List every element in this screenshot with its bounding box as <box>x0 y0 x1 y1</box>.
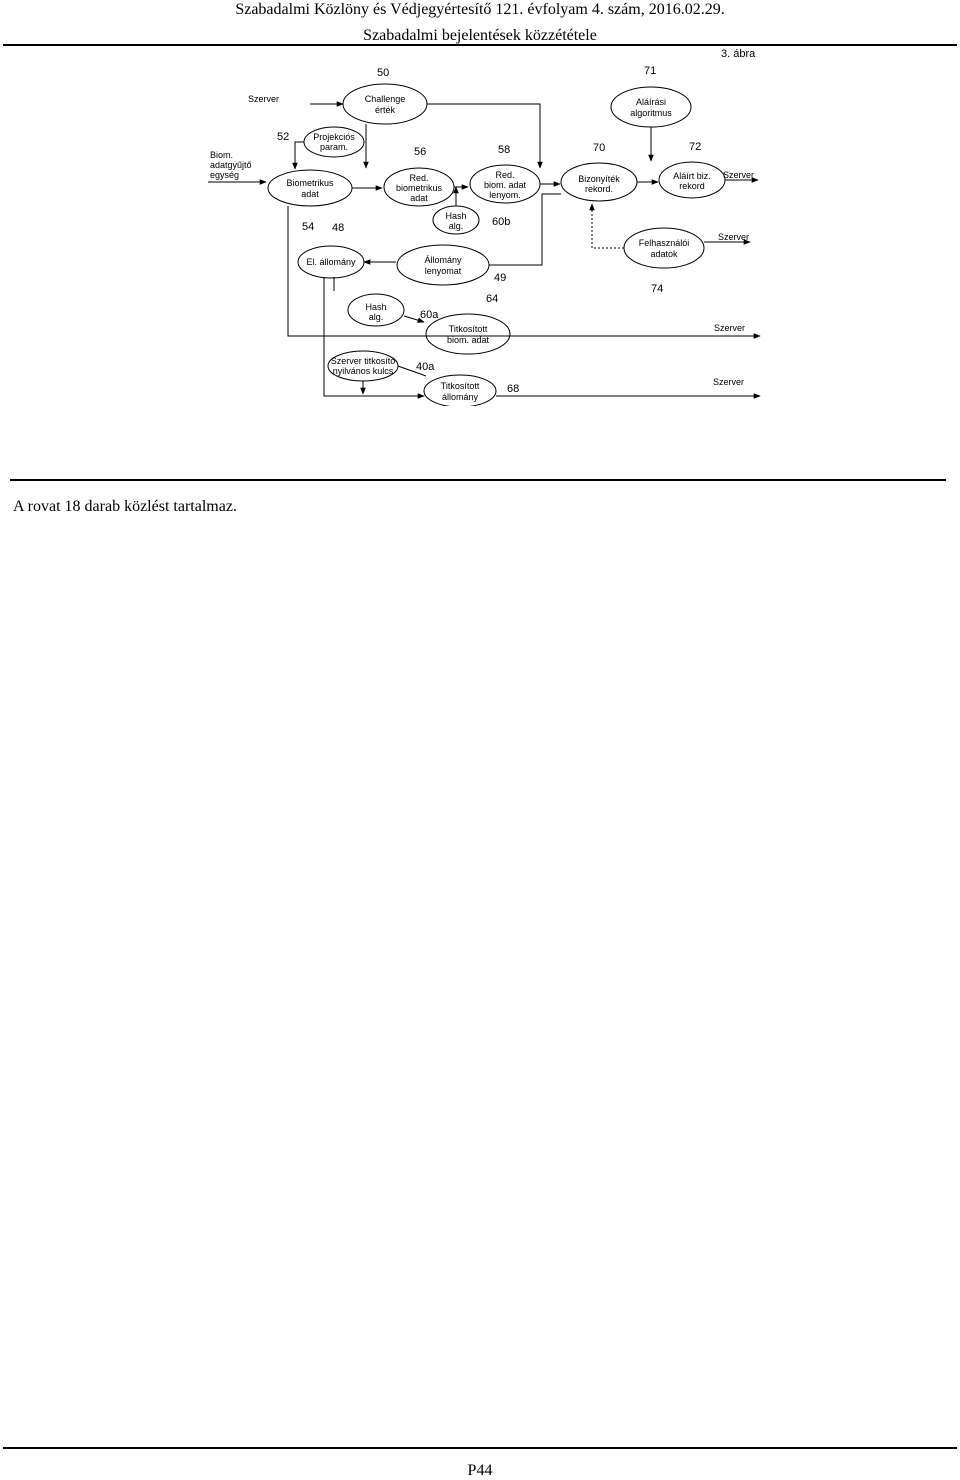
svg-text:alg.: alg. <box>448 221 464 231</box>
svg-text:Red.: Red. <box>409 173 429 183</box>
svg-text:adatok: adatok <box>650 249 678 259</box>
svg-text:lenyomat: lenyomat <box>424 266 462 276</box>
ref-71: 71 <box>644 65 657 77</box>
svg-text:Titkosított: Titkosított <box>448 324 488 334</box>
svg-text:Állomány: Állomány <box>424 255 462 265</box>
server-label: Szerver <box>714 323 746 333</box>
server-label: Szerver <box>248 94 280 104</box>
section-divider <box>10 479 946 481</box>
svg-text:biom. adat: biom. adat <box>483 180 527 190</box>
ref-68: 68 <box>507 383 520 395</box>
svg-text:Challenge: Challenge <box>364 94 406 104</box>
section-summary: A rovat 18 darab közlést tartalmaz. <box>13 498 237 515</box>
enc-biom-node <box>426 314 510 354</box>
file-fp-node <box>397 245 489 285</box>
ref-64: 64 <box>486 293 499 305</box>
ref-56: 56 <box>414 146 427 158</box>
svg-text:Aláírt biz.: Aláírt biz. <box>673 171 711 181</box>
svg-text:nyilvános kulcs: nyilvános kulcs <box>332 366 394 376</box>
server-label: Szerver <box>713 377 745 387</box>
svg-text:Aláírási: Aláírási <box>635 97 667 107</box>
svg-text:adat: adat <box>301 189 319 199</box>
user-data-node <box>624 228 704 268</box>
svg-text:egység: egység <box>210 170 240 180</box>
ref-40a: 40a <box>416 361 435 373</box>
ref-49: 49 <box>494 272 507 284</box>
svg-text:Bizonyíték: Bizonyíték <box>578 174 620 184</box>
figure-caption: 3. ábra <box>721 48 756 60</box>
ref-70: 70 <box>593 142 606 154</box>
svg-text:biom. adat: biom. adat <box>446 335 490 345</box>
svg-text:Red.: Red. <box>495 170 515 180</box>
ref-74: 74 <box>651 283 664 295</box>
svg-text:algoritmus: algoritmus <box>630 108 672 118</box>
svg-text:lenyom.: lenyom. <box>489 190 521 200</box>
ref-60b: 60b <box>492 216 511 228</box>
svg-text:rekord.: rekord. <box>584 184 614 194</box>
biom-data-node <box>268 170 352 206</box>
server-label: Szerver <box>718 232 750 242</box>
svg-text:állomány: állomány <box>441 392 479 402</box>
footer-divider <box>3 1447 957 1449</box>
ref-54: 54 <box>302 221 315 233</box>
svg-text:adat: adat <box>410 193 428 203</box>
svg-text:Hash: Hash <box>365 302 387 312</box>
svg-text:param.: param. <box>319 142 349 152</box>
ref-60a: 60a <box>420 309 439 321</box>
svg-text:Szerver titkosító: Szerver titkosító <box>330 356 396 366</box>
svg-text:Projekciós: Projekciós <box>313 132 355 142</box>
ref-50: 50 <box>377 67 390 79</box>
svg-text:alg.: alg. <box>368 312 384 322</box>
challenge-node <box>343 84 427 124</box>
svg-text:adatgyűjtő: adatgyűjtő <box>210 160 252 170</box>
ref-58: 58 <box>498 144 511 156</box>
svg-text:Biometrikus: Biometrikus <box>286 178 334 188</box>
svg-text:rekord: rekord <box>679 181 705 191</box>
svg-text:érték: érték <box>374 105 396 115</box>
server-label: Szerver <box>723 170 755 180</box>
ref-48: 48 <box>332 222 345 234</box>
svg-text:Felhasználói: Felhasználói <box>638 238 690 248</box>
patent-figure-diagram <box>200 46 770 406</box>
ref-52: 52 <box>277 131 290 143</box>
sign-alg-node <box>611 87 691 127</box>
section-title: Szabadalmi bejelentések közzététele <box>363 27 597 44</box>
svg-text:Hash: Hash <box>445 211 467 221</box>
ref-72: 72 <box>689 141 702 153</box>
svg-text:Titkosított: Titkosított <box>440 381 480 391</box>
svg-text:biometrikus: biometrikus <box>395 183 443 193</box>
svg-text:Biom.: Biom. <box>210 150 234 160</box>
page-number: P44 <box>467 1462 493 1479</box>
journal-header: Szabadalmi Közlöny és Védjegyértesítő 121. évfolyam 4. szám, 2016.02.29. <box>235 1 725 18</box>
svg-text:El. állomány: El. állomány <box>306 257 356 267</box>
